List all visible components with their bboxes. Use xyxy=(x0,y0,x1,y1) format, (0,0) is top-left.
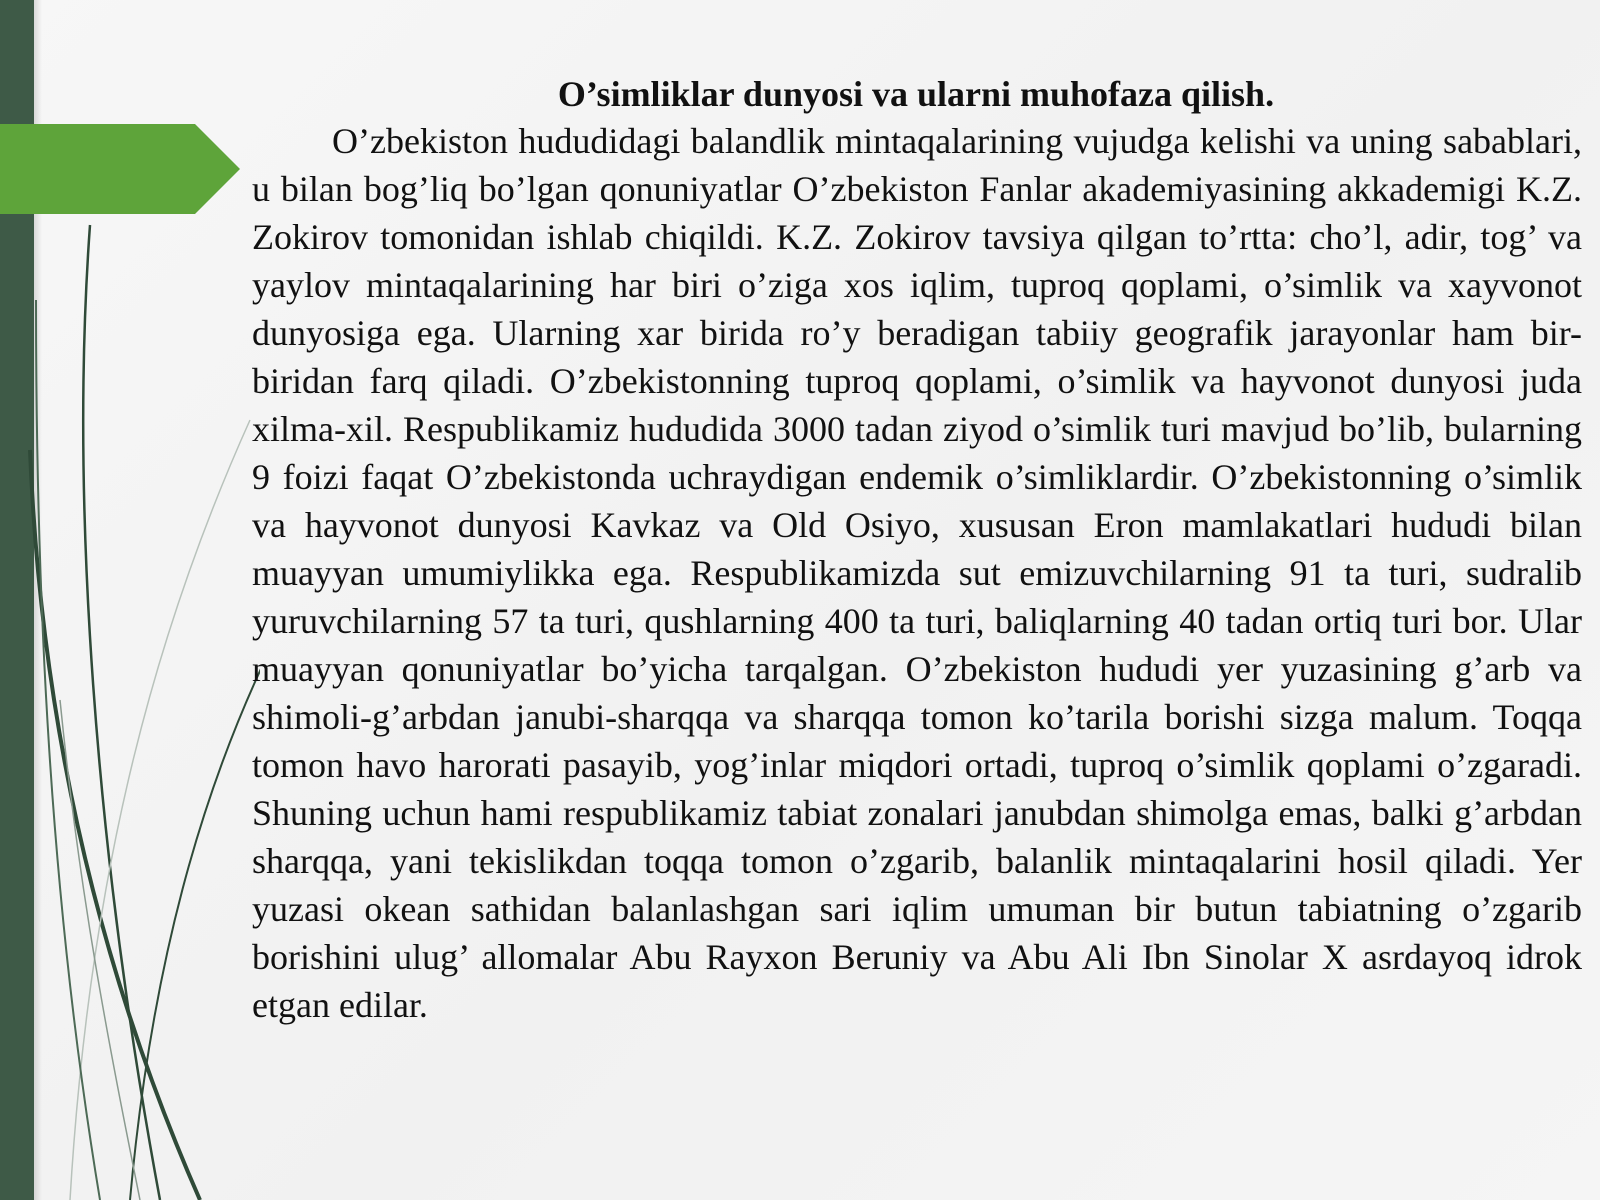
slide-title: O’simliklar dunyosi va ularni muhofaza qilish. xyxy=(557,74,1275,114)
green-arrow-shape xyxy=(0,124,240,214)
decor-line-6 xyxy=(36,300,100,1200)
decor-line-3 xyxy=(70,420,250,1200)
decor-line-4 xyxy=(130,540,260,1200)
slide-body-text: O’zbekiston hududidagi balandlik mintaqalarining vujudga kelishi va uning sabablari, u bilan bog’liq bo’lgan qonuniyatlar O’zbekiston Fanlar akademiyasining akkademigi K.Z. Zokirov tomonidan ishlab chiqildi. K.Z. Zokirov tavsiya qilgan to’rtta: cho’l, adir, tog’ va yaylov mintaqalarining har biri o’ziga xos iqlim, tuproq qoplami, o’simlik va xayvonot dunyosiga ega. Ularning xar birida ro’y beradigan tabiiy geografik jarayonlar ham bir-biridan farq qiladi. O’zbekistonning tuproq qoplami, o’simlik va hayvonot dunyosi juda xilma-xil. Respublikamiz hududida 3000 tadan ziyod o’simlik turi mavjud bo’lib, bularning 9 foizi faqat O’zbekistonda uchraydigan endemik o’simliklardir. O’zbekistonning o’simlik va hayvonot dunyosi Kavkaz va Old Osiyo, xususan Eron mamlakatlari hududi bilan muayyan umumiylikka ega. Respublikamizda sut emizuvchilarning 91 ta turi, sudralib yuruvchilarning 57 ta turi, qushlarning 400 ta turi, baliqlarning 40 tadan ortiq turi bor. Ular muayyan qonuniyatlar bo’yicha tarqalgan. O’zbekiston hududi yer yuzasining g’arb va shimoli-g’arbdan janubi-sharqqa va sharqqa tomon ko’tarila borishi sizga malum. Toqqa tomon havo harorati pasayib, yog’inlar miqdori ortadi, tuproq o’simlik qoplami o’zgaradi. Shuning uchun hami respublikamiz tabiat zonalari janubdan shimolga emas, balki g’arbdan sharqqa, yani tekislikdan toqqa tomon o’zgarib, balanlik mintaqalarini hosil qiladi. Yer yuzasi okean sathidan balanlashgan sari iqlim umuman bir butun tabiatning o’zgarib borishini ulug’ allomalar Abu Rayxon Beruniy va Abu Ali Ibn Sinolar X asrdayoq idrok etgan edilar. xyxy=(252,121,1582,1025)
